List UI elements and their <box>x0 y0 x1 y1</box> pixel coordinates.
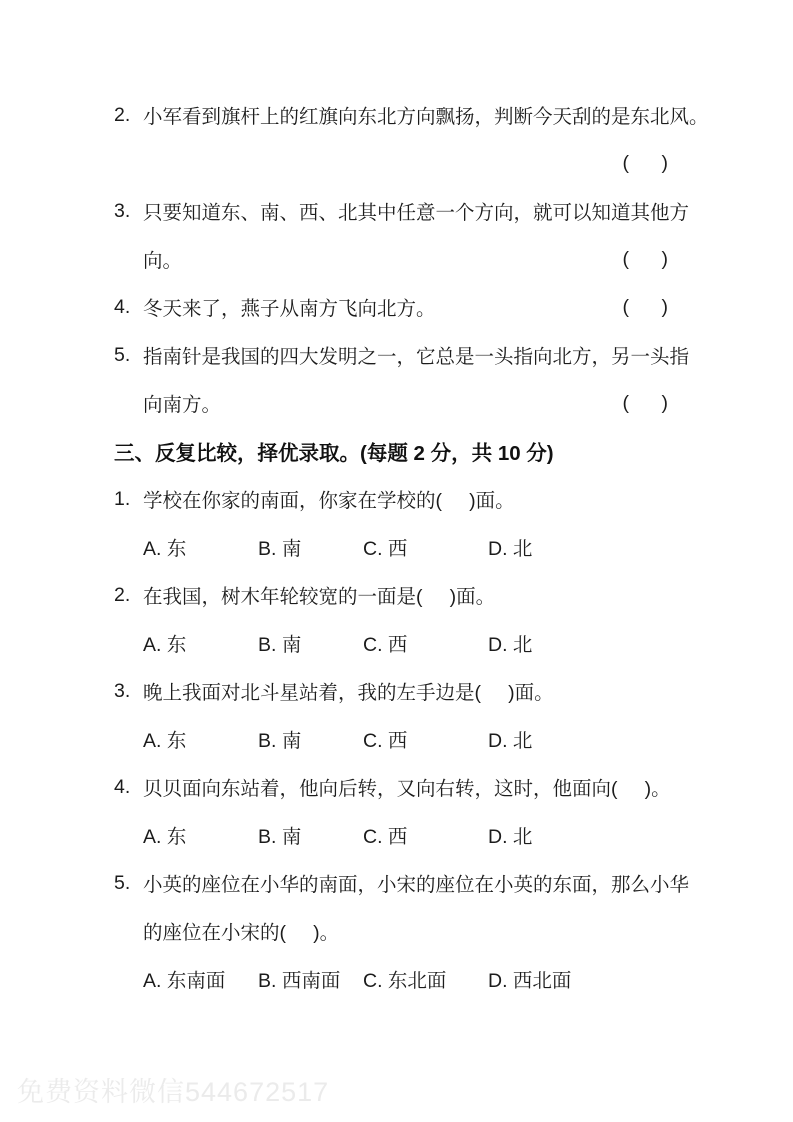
question-number: 5. <box>114 343 131 366</box>
option-c: C. 西 <box>363 634 408 656</box>
option-b: B. 南 <box>258 826 302 848</box>
question-number: 2. <box>114 103 131 126</box>
option-c: C. 西 <box>363 538 408 560</box>
question-text: 学校在你家的南面，你家在学校的( )面。 <box>143 490 515 512</box>
tf-question-4 <box>114 283 668 331</box>
question-text: 在我国，树木年轮较宽的一面是( )面。 <box>143 586 496 608</box>
question-text: 冬天来了，燕子从南方飞向北方。 <box>143 298 436 320</box>
question-number: 1. <box>114 487 131 510</box>
tf-question-5 <box>114 331 690 379</box>
question-number: 4. <box>114 775 131 798</box>
section-heading: 三、反复比较，择优录取。(每题 2 分，共 10 分) <box>114 442 554 465</box>
tf-question-2-answer-row <box>114 139 668 187</box>
mc-question-5 <box>114 859 690 907</box>
answer-bracket: ( ) <box>622 247 668 270</box>
question-number: 3. <box>114 199 131 222</box>
exam-content <box>114 91 709 1003</box>
tf-question-2 <box>114 91 709 139</box>
tf-question-5-continued <box>114 379 668 427</box>
tf-question-3-continued <box>114 235 668 283</box>
option-c: C. 西 <box>363 826 408 848</box>
question-text: 晚上我面对北斗星站着，我的左手边是( )面。 <box>143 682 554 704</box>
answer-bracket: ( ) <box>622 151 668 174</box>
option-b: B. 南 <box>258 730 302 752</box>
mc-question-4 <box>114 763 671 811</box>
question-text: 贝贝面向东站着，他向后转，又向右转，这时，他面向( )。 <box>143 778 671 800</box>
question-text: 指南针是我国的四大发明之一，它总是一头指向北方，另一头指 <box>143 346 690 368</box>
question-number: 3. <box>114 679 131 702</box>
option-d: D. 北 <box>488 826 533 848</box>
option-d: D. 北 <box>488 538 533 560</box>
option-d: D. 西北面 <box>488 970 572 992</box>
option-d: D. 北 <box>488 730 533 752</box>
option-b: B. 南 <box>258 634 302 656</box>
mc-question-2 <box>114 571 668 619</box>
tf-question-3 <box>114 187 690 235</box>
question-text: 小军看到旗杆上的红旗向东北方向飘扬，判断今天刮的是东北风。 <box>143 106 709 128</box>
option-a: A. 东 <box>143 538 187 560</box>
option-c: C. 东北面 <box>363 970 447 992</box>
section-3-heading-row <box>114 427 668 475</box>
mc-question-1-options <box>114 523 668 571</box>
option-b: B. 西南面 <box>258 970 341 992</box>
question-text: 的座位在小宋的( )。 <box>143 922 340 944</box>
mc-question-4-options <box>114 811 668 859</box>
answer-bracket: ( ) <box>622 391 668 414</box>
answer-bracket: ( ) <box>622 295 668 318</box>
mc-question-3 <box>114 667 668 715</box>
question-text: 小英的座位在小华的南面，小宋的座位在小英的东面，那么小华 <box>143 874 690 896</box>
mc-question-5-continued <box>114 907 668 955</box>
mc-question-2-options <box>114 619 668 667</box>
option-d: D. 北 <box>488 634 533 656</box>
question-number: 4. <box>114 295 131 318</box>
question-text: 向南方。 <box>143 394 222 416</box>
question-number: 2. <box>114 583 131 606</box>
watermark: 免费资料微信544672517 <box>17 1077 330 1107</box>
option-a: A. 东 <box>143 634 187 656</box>
option-a: A. 东 <box>143 826 187 848</box>
question-number: 5. <box>114 871 131 894</box>
mc-question-5-options <box>114 955 668 1003</box>
question-text: 只要知道东、南、西、北其中任意一个方向，就可以知道其他方 <box>143 202 690 224</box>
mc-question-1 <box>114 475 668 523</box>
option-a: A. 东南面 <box>143 970 226 992</box>
option-c: C. 西 <box>363 730 408 752</box>
mc-question-3-options <box>114 715 668 763</box>
option-b: B. 南 <box>258 538 302 560</box>
option-a: A. 东 <box>143 730 187 752</box>
question-text: 向。 <box>143 250 183 272</box>
